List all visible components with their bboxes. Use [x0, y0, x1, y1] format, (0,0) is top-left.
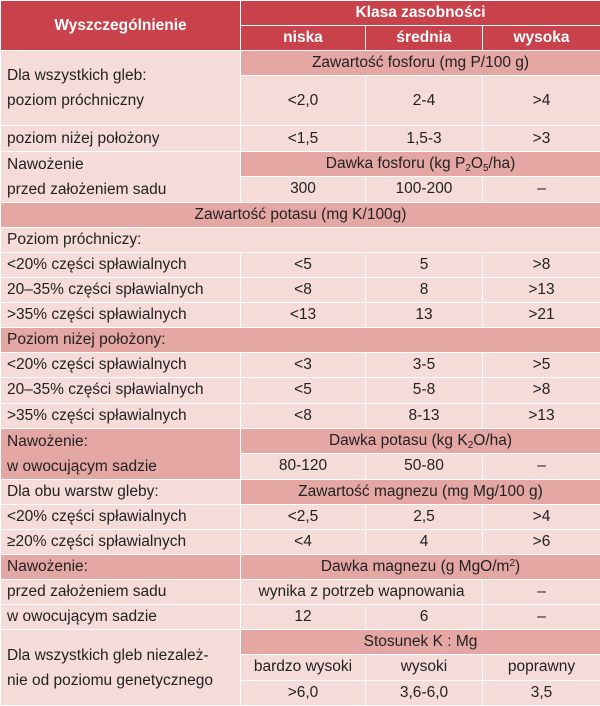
- table-cell: <5: [241, 252, 366, 277]
- table-cell: 80-120: [241, 454, 366, 480]
- both-layers-label: Dla obu warstw gleby:: [1, 479, 241, 504]
- table-cell: >6: [483, 529, 600, 554]
- table-cell: >3: [483, 126, 600, 151]
- table-cell: 300: [241, 177, 366, 203]
- table-cell: 4: [366, 529, 483, 554]
- table-cell: 8-13: [366, 403, 483, 428]
- ratio-class-very-high: bardzo wysoki: [241, 655, 366, 680]
- table-cell: <13: [241, 303, 366, 328]
- table-cell: –: [483, 580, 600, 605]
- magnesium-dose-label: Dawka magnezu (g MgO/$m^2$): [241, 555, 600, 580]
- phosphorus-fertilization: [1, 151, 241, 202]
- phosphorus-all-soils: [1, 51, 241, 126]
- phosphorus-dose-label: Dawka fosforu (kg $P_2O_5/ha$): [241, 151, 600, 177]
- header-low: niska: [241, 26, 366, 51]
- table-cell: <5: [241, 378, 366, 403]
- ratio-class-correct: poprawny: [483, 655, 600, 680]
- table-cell: >8: [483, 252, 600, 277]
- phosphorus-content-label: Zawartość fosforu (mg P/100 g): [241, 51, 600, 76]
- table-cell: 2-4: [366, 76, 483, 126]
- table-row-label: 20–35% części spławialnych: [1, 278, 241, 303]
- potassium-topsoil-title: Poziom próchniczy:: [1, 227, 600, 252]
- potassium-fertilization: [1, 428, 241, 479]
- table-cell: 100-200: [366, 177, 483, 203]
- table-row-label: <20% części spławialnych: [1, 353, 241, 378]
- table-row-label: ≥20% części spławialnych: [1, 529, 241, 554]
- potassium-subsoil-title: Poziom niżej położony:: [1, 328, 600, 353]
- table-cell: 3,5: [483, 680, 600, 705]
- ratio-all-soils: [1, 630, 241, 706]
- header-high: wysoka: [483, 26, 600, 51]
- before-planting-label: przed założeniem sadu: [7, 180, 167, 198]
- table-cell: >4: [483, 504, 600, 529]
- table-cell: 13: [366, 303, 483, 328]
- topsoil-label: poziom próchniczny: [7, 92, 144, 110]
- table-cell: <1,5: [241, 126, 366, 151]
- table-cell: 6: [366, 605, 483, 630]
- table-cell: <8: [241, 278, 366, 303]
- table-cell: –: [483, 454, 600, 480]
- table-cell: >4: [483, 76, 600, 126]
- table-cell: <2,0: [241, 76, 366, 126]
- magnesium-content-label: Zawartość magnezu (mg Mg/100 g): [241, 479, 600, 504]
- table-cell: –: [483, 177, 600, 203]
- table-cell: 12: [241, 605, 366, 630]
- table-cell: 1,5-3: [366, 126, 483, 151]
- table-row-label: <20% części spławialnych: [1, 252, 241, 277]
- table-cell: >8: [483, 378, 600, 403]
- table-cell: >6,0: [241, 680, 366, 705]
- potassium-content-label: Zawartość potasu (mg K/100g): [1, 202, 600, 227]
- table-cell: –: [483, 605, 600, 630]
- fertilization-label: Nawożenie:: [7, 432, 88, 450]
- bearing-orchard-label: w owocującym sadzie: [1, 605, 241, 630]
- header-class-group: Klasa zasobności: [241, 1, 600, 26]
- magnesium-fertilization-label: Nawożenie:: [1, 555, 241, 580]
- table-cell: >5: [483, 353, 600, 378]
- subsoil-label: poziom niżej położony: [1, 126, 241, 151]
- table-cell: <3: [241, 353, 366, 378]
- table-cell: 50-80: [366, 454, 483, 480]
- table-cell: >13: [483, 403, 600, 428]
- table-cell: 3-5: [366, 353, 483, 378]
- ratio-title: Stosunek K : Mg: [241, 630, 600, 655]
- table-cell: <2,5: [241, 504, 366, 529]
- ratio-class-high: wysoki: [366, 655, 483, 680]
- header-medium: średnia: [366, 26, 483, 51]
- potassium-dose-label: Dawka potasu (kg $K_2O/ha$): [241, 428, 600, 454]
- table-cell: wynika z potrzeb wapnowania: [241, 580, 483, 605]
- table-row-label: >35% części spławialnych: [1, 303, 241, 328]
- table-cell: <4: [241, 529, 366, 554]
- table-cell: >13: [483, 278, 600, 303]
- table-cell: <8: [241, 403, 366, 428]
- all-soils-label: Dla wszystkich gleb:: [7, 67, 147, 85]
- before-planting-label: przed założeniem sadu: [1, 580, 241, 605]
- table-cell: 5: [366, 252, 483, 277]
- ratio-label-line1: Dla wszystkich gleb niezależ-: [7, 646, 209, 664]
- header-description: Wyszczególnienie: [1, 1, 241, 51]
- ratio-label-line2: nie od poziomu genetycznego: [7, 671, 213, 689]
- table-row-label: >35% części spławialnych: [1, 403, 241, 428]
- fertilization-label: Nawożenie: [7, 155, 84, 173]
- table-cell: 2,5: [366, 504, 483, 529]
- table-cell: 3,6-6,0: [366, 680, 483, 705]
- table-cell: 5-8: [366, 378, 483, 403]
- bearing-orchard-label: w owocującym sadzie: [7, 457, 157, 475]
- table-cell: 8: [366, 278, 483, 303]
- table-row-label: 20–35% części spławialnych: [1, 378, 241, 403]
- table-row-label: <20% części spławialnych: [1, 504, 241, 529]
- table-cell: >21: [483, 303, 600, 328]
